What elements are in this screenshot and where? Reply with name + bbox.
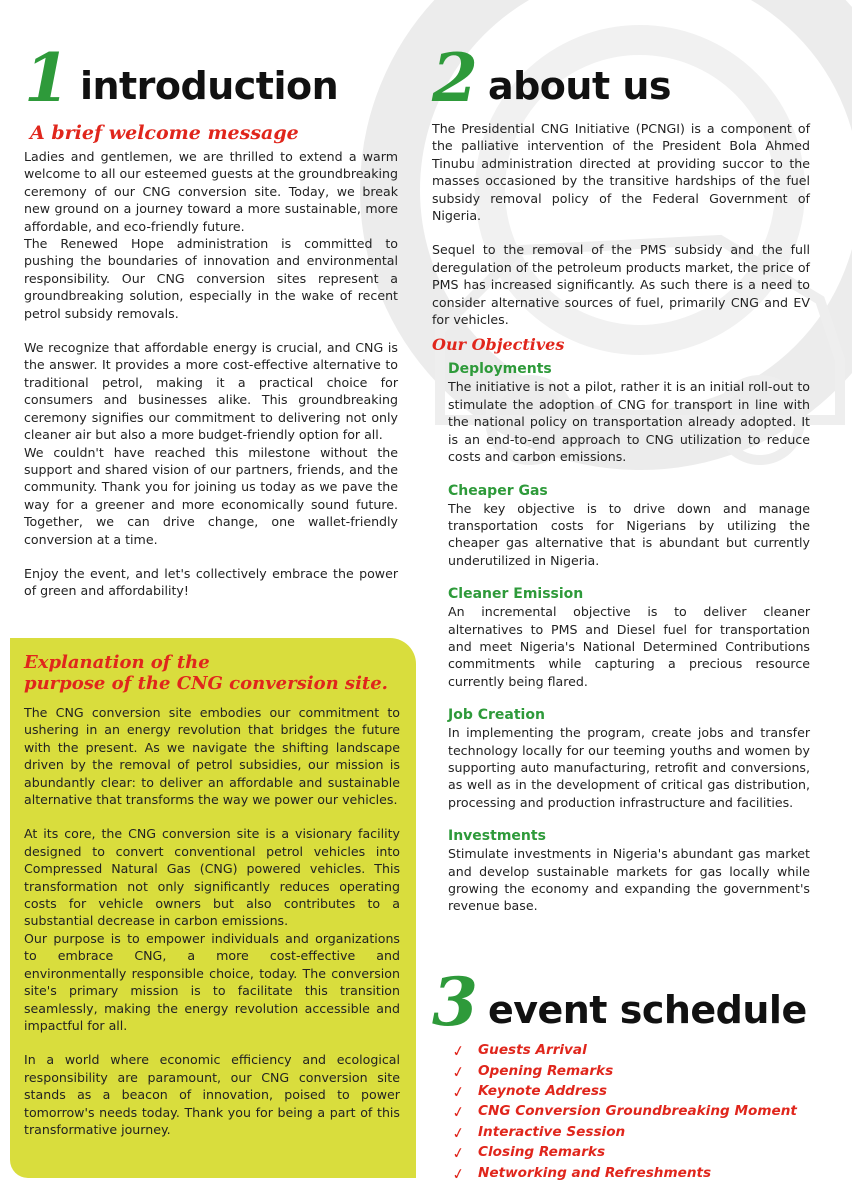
objective-text: The key objective is to drive down and manage transportation costs for Nigerians by utilizing the cheaper gas alternative that is abundant but currently underutilized in Nigeria. (448, 500, 810, 568)
welcome-subheading: A brief welcome message (30, 122, 299, 144)
purpose-heading-line2: purpose of the CNG conversion site. (24, 673, 388, 694)
about-body (432, 120, 810, 328)
section-title: about us (487, 64, 672, 108)
check-icon: ✓ (450, 1143, 467, 1164)
paragraph: We recognize that affordable energy is crucial, and CNG is the answer. It provides a more cost-effective alternative to traditional petrol, making it a practical choice for consumers and businesses alike. This groundbreaking ceremony signifies our commitment to delivering not only cleaner air but also a more budget-friendly option for all. (24, 340, 398, 443)
schedule-item (452, 1142, 822, 1162)
schedule-item-label: Networking and Refreshments (478, 1164, 712, 1181)
objective-item (448, 827, 810, 915)
objectives-heading: Our Objectives (432, 335, 565, 355)
objective-item (448, 360, 810, 465)
objective-item (448, 482, 810, 570)
introduction-header (24, 39, 398, 117)
about-header (432, 39, 810, 117)
objectives-list (448, 360, 810, 914)
check-icon: ✓ (450, 1082, 467, 1103)
paragraph: At its core, the CNG conversion site is a visionary facility designed to convert conventional petrol vehicles into Compressed Natural Gas (CNG) powered vehicles. This transformation not only significantly reduces operating costs for vehicle owners but also contributes to a substantial decrease in carbon emissions. (24, 826, 400, 929)
purpose-box (10, 638, 416, 1178)
paragraph: Our purpose is to empower individuals and organizations to embrace CNG, a more cost-effective and environmentally responsible choice, today. The conversion site's primary mission is to facilitate this transition seamlessly, making the energy revolution accessible and impactful for all. (24, 930, 400, 1033)
check-icon: ✓ (450, 1061, 467, 1082)
purpose-heading-line1: Explanation of the (24, 652, 210, 673)
schedule-header (432, 963, 822, 1041)
about-section (432, 39, 810, 915)
schedule-item-label: CNG Conversion Groundbreaking Moment (478, 1103, 797, 1120)
schedule-item-label: Closing Remarks (478, 1144, 606, 1161)
schedule-item (452, 1122, 822, 1142)
schedule-item-label: Opening Remarks (478, 1062, 614, 1079)
section-number: 3 (432, 963, 478, 1041)
intro-body (24, 148, 398, 600)
check-icon: ✓ (450, 1041, 467, 1062)
check-icon: ✓ (450, 1102, 467, 1123)
objective-title: Cleaner Emission (448, 586, 584, 603)
section-number: 1 (24, 39, 70, 117)
schedule-item (452, 1081, 822, 1101)
schedule-item-label: Keynote Address (478, 1082, 608, 1099)
section-title: introduction (79, 64, 339, 108)
paragraph: Enjoy the event, and let's collectively embrace the power of green and affordability! (24, 565, 398, 599)
schedule-item (452, 1040, 822, 1060)
objective-text: In implementing the program, create jobs and transfer technology locally for our teeming youths and women by supporting auto manufacturing, retrofit and conversions, as well as in the development of critical gas distribution, processing and production infrastructure and facilities. (448, 725, 810, 810)
objective-item (448, 585, 810, 690)
paragraph: The Presidential CNG Initiative (PCNGI) is a component of the palliative intervention of the President Bola Ahmed Tinubu administration directed at providing succor to the masses occasioned by the transitive hardships of the fuel subsidy removal policy of the Federal Government of Nigeria. (432, 121, 810, 224)
check-icon: ✓ (450, 1163, 467, 1184)
paragraph: The Renewed Hope administration is committed to pushing the boundaries of innovation and environmental responsibility. Our CNG conversion sites represent a groundbreaking solution, especially in the wake of recent petrol subsidy removals. (24, 236, 398, 321)
objective-text: The initiative is not a pilot, rather it is an initial roll-out to stimulate the adoption of CNG for transport in line with the national policy on transportation already adopted. It is an end-to-end approach to CNG utilization to reduce costs and carbon emissions. (448, 379, 810, 465)
schedule-item (452, 1101, 822, 1121)
schedule-item-label: Guests Arrival (478, 1042, 587, 1059)
schedule-item (452, 1060, 822, 1080)
objective-text: Stimulate investments in Nigeria's abundant gas market and develop sustainable markets for gas locally while growing the economy and expanding the government's revenue base. (448, 846, 810, 914)
schedule-item-label: Interactive Session (478, 1123, 626, 1140)
introduction-section (24, 39, 398, 600)
objective-title: Cheaper Gas (448, 482, 548, 499)
paragraph: Sequel to the removal of the PMS subsidy and the full deregulation of the petroleum products market, the price of PMS has increased significantly. As such there is a need to consider alternative sources of fuel, primarily CNG and EV for vehicles. (432, 242, 810, 328)
schedule-list (452, 1040, 822, 1183)
objective-text: An incremental objective is to deliver cleaner alternatives to PMS and Diesel fuel for transportation and meet Nigeria's National Determined Contributions commitments while capturing a precious resource currently being flared. (448, 604, 810, 689)
schedule-section (432, 963, 822, 1184)
paragraph: The CNG conversion site embodies our commitment to ushering in an energy revolution that bridges the future with the present. As we navigate the shifting landscape driven by the removal of petrol subsidies, our mission is abundantly clear: to deliver an affordable and sustainable alternative that transforms the way we power our vehicles. (24, 705, 400, 808)
paragraph: We couldn't have reached this milestone without the support and shared vision of our partners, friends, and the community. Thank you for joining us today as we pave the way for a greener and more economically sound future. Together, we can drive change, one wallet-friendly conversion at a time. (24, 444, 398, 547)
section-number: 2 (432, 39, 478, 117)
objective-title: Deployments (448, 361, 552, 378)
paragraph: Ladies and gentlemen, we are thrilled to extend a warm welcome to all our esteemed guests at the groundbreaking ceremony of our CNG conversion site. Today, we break new ground on a journey toward a more sustainable, more affordable, and eco-friendly future. (24, 149, 398, 234)
check-icon: ✓ (450, 1122, 467, 1143)
paragraph: In a world where economic efficiency and ecological responsibility are paramount, our CNG conversion site stands as a beacon of innovation, poised to power tomorrow's needs today. Thank you for being a part of this transformative journey. (24, 1052, 400, 1137)
objective-title: Investments (448, 828, 546, 845)
objective-item (448, 706, 810, 811)
section-title: event schedule (487, 988, 807, 1032)
objective-title: Job Creation (448, 707, 545, 724)
schedule-item (452, 1162, 822, 1182)
